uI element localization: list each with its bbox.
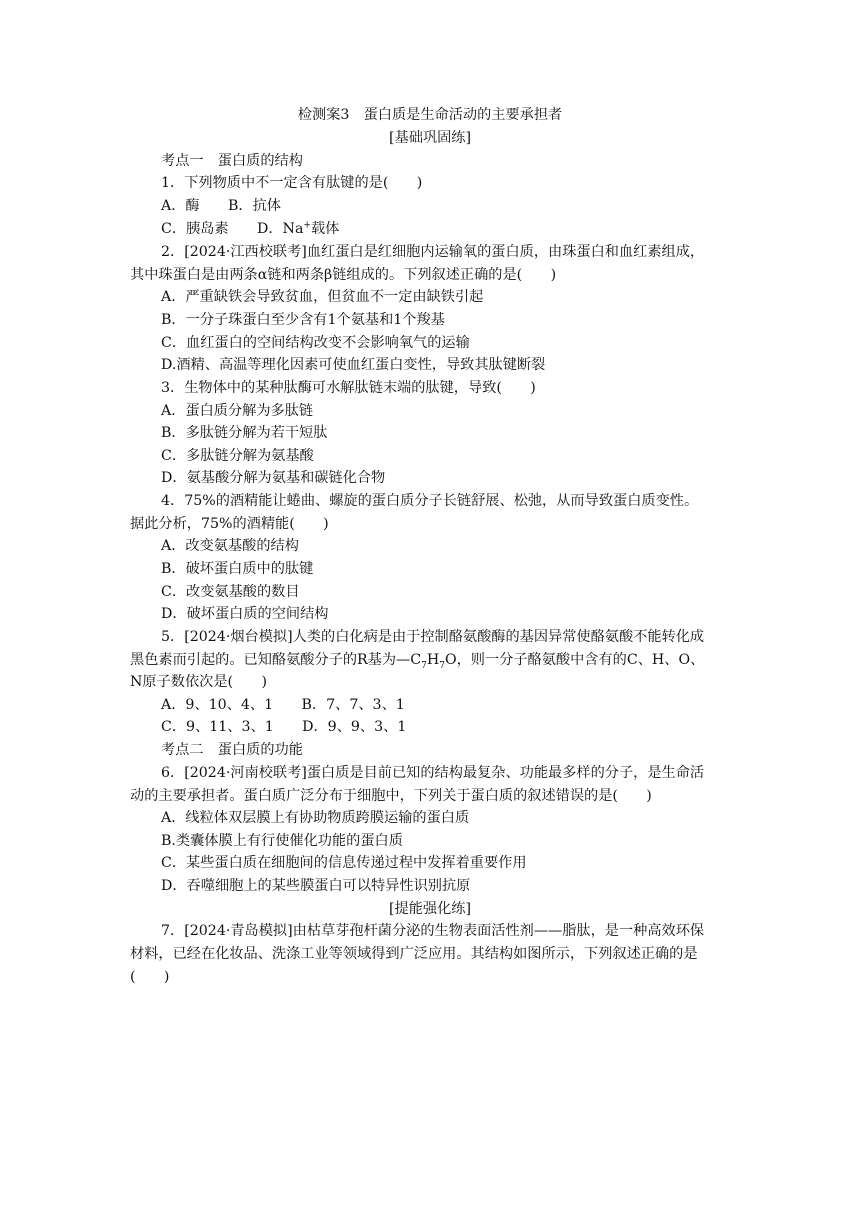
question-6-stem-line2: 动的主要承担者。蛋白质广泛分布于细胞中，下列关于蛋白质的叙述错误的是( ) [130, 788, 652, 804]
question-5-options-ab: A．9、10、4、1 B．7、7、3、1 [161, 697, 405, 713]
question-1-options-cd [161, 218, 339, 240]
question-7-stem-line3: ( ) [130, 969, 170, 985]
question-2-option-b: B．一分子珠蛋白至少含有1个氨基和1个羧基 [161, 312, 445, 328]
subscript-c-count: 7 [421, 660, 427, 671]
topic-heading-1: 考点一 蛋白质的结构 [161, 153, 303, 169]
question-3-stem: 3．生物体中的某种肽酶可水解肽链末端的肽键，导致( ) [161, 380, 536, 396]
question-6-stem-line1: 6．[2024·河南校联考]蛋白质是目前已知的结构最复杂、功能最多样的分子，是生命活 [161, 765, 705, 781]
question-1-options-ab: A．酶 B．抗体 [161, 198, 281, 214]
superscript-plus: + [303, 220, 311, 231]
question-7-stem-line1: 7．[2024·青岛模拟]由枯草芽孢杆菌分泌的生物表面活性剂——脂肽，是一种高效环保 [161, 923, 705, 939]
question-4-stem-line1: 4．75%的酒精能让蜷曲、螺旋的蛋白质分子长链舒展、松弛，从而导致蛋白质变性。 [161, 493, 699, 509]
question-7-stem-line2: 材料，已经在化妆品、洗涤工业等领域得到广泛应用。其结构如图所示，下列叙述正确的是 [130, 946, 698, 962]
question-3-option-a: A．蛋白质分解为多肽链 [161, 403, 314, 419]
question-5-options-cd: C．9、11、3、1 D．9、9、3、1 [161, 719, 407, 735]
topic-heading-2: 考点二 蛋白质的功能 [161, 742, 303, 758]
question-3-option-d: D．氨基酸分解为氨基和碳链化合物 [161, 470, 386, 486]
question-4-option-c: C．改变氨基酸的数目 [161, 584, 300, 600]
question-4-option-a: A．改变氨基酸的结构 [161, 538, 299, 554]
question-6-option-a: A．线粒体双层膜上有协助物质跨膜运输的蛋白质 [161, 810, 470, 826]
question-6-option-c: C．某些蛋白质在细胞间的信息传递过程中发挥着重要作用 [161, 855, 527, 871]
section-heading-basic: [基础巩固练] [388, 130, 471, 146]
question-5-stem-part-b: H [426, 652, 440, 668]
question-4-option-d: D．破坏蛋白质的空间结构 [161, 606, 329, 622]
question-5-stem-line2 [130, 649, 704, 671]
subscript-h-count: 7 [439, 660, 445, 671]
question-2-option-c: C．血红蛋白的空间结构改变不会影响氧气的运输 [161, 335, 470, 351]
question-4-option-b: B．破坏蛋白质中的肽键 [161, 561, 314, 577]
question-2-option-d: D.酒精、高温等理化因素可使血红蛋白变性，导致其肽键断裂 [161, 357, 546, 373]
question-5-stem-line3: N原子数依次是( ) [130, 674, 267, 690]
question-2-stem-line2: 其中珠蛋白是由两条α链和两条β链组成的。下列叙述正确的是( ) [130, 267, 557, 283]
question-5-stem-part-a: 黑色素而引起的。已知酪氨酸分子的R基为—C [130, 652, 422, 668]
question-5-stem-part-c: O，则一分子酪氨酸中含有的C、H、O、 [444, 652, 705, 668]
question-6-option-d: D．吞噬细胞上的某些膜蛋白可以特异性识别抗原 [161, 878, 471, 894]
question-4-stem-line2: 据此分析，75%的酒精能( ) [130, 516, 329, 532]
question-6-option-b: B.类囊体膜上有行使催化功能的蛋白质 [161, 833, 403, 849]
section-heading-advance: [提能强化练] [388, 901, 471, 917]
question-2-stem-line1: 2．[2024·江西校联考]血红蛋白是红细胞内运输氧的蛋白质，由珠蛋白和血红素组成， [161, 244, 705, 260]
question-2-option-a: A．严重缺铁会导致贫血，但贫血不一定由缺铁引起 [161, 289, 484, 305]
question-1-stem: 1．下列物质中不一定含有肽键的是( ) [161, 175, 423, 191]
page-title: 检测案3 蛋白质是生命活动的主要承担者 [297, 107, 563, 123]
question-1-option-c-d: C．胰岛素 D．Na [161, 221, 304, 237]
question-1-option-d-tail: 载体 [310, 221, 340, 237]
question-5-stem-line1: 5．[2024·烟台模拟]人类的白化病是由于控制酪氨酸酶的基因异常使酪氨酸不能转化成 [161, 629, 705, 645]
question-3-option-b: B．多肽链分解为若干短肽 [161, 425, 328, 441]
question-3-option-c: C．多肽链分解为氨基酸 [161, 448, 314, 464]
